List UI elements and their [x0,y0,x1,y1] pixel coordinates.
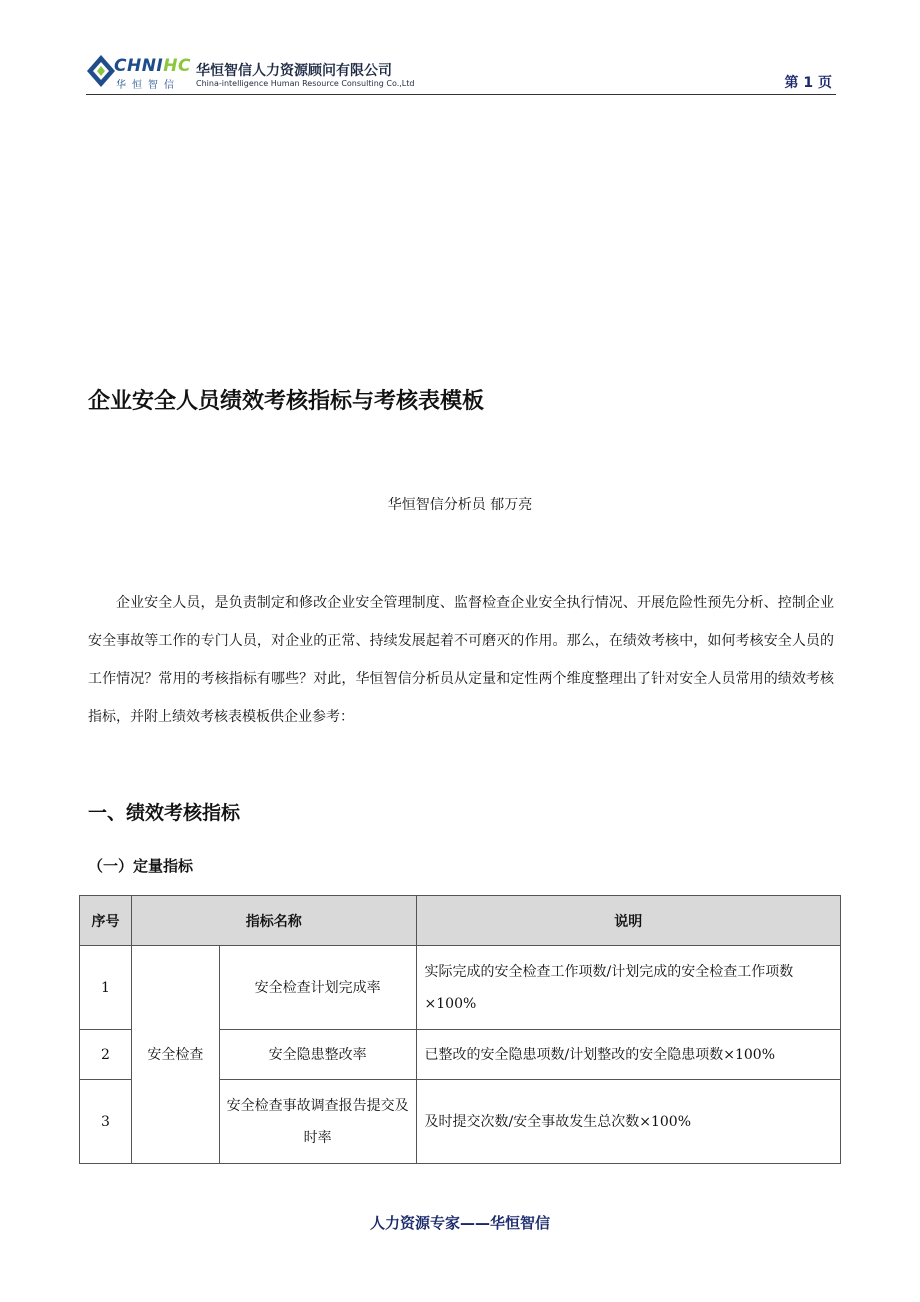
indicator-name: 安全隐患整改率 [219,1030,416,1080]
table-header-row [80,896,841,946]
section-heading: 一、绩效考核指标 [88,802,241,824]
row-number: 2 [80,1030,132,1080]
row-number: 3 [80,1080,132,1164]
logo-letters: CHNIHC [114,56,191,76]
indicator-name: 安全检查计划完成率 [219,946,416,1030]
table-row [80,946,841,1030]
logo-subtitle: 华恒智信 [116,80,180,91]
company-name-en: China-intelligence Human Resource Consulting Co.,Ltd [196,79,415,88]
document-title: 企业安全人员绩效考核指标与考核表模板 [88,389,485,414]
header-description: 说明 [416,896,840,946]
row-number: 1 [80,946,132,1030]
author-line: 华恒智信分析员 郁万亮 [387,497,533,513]
metrics-table [79,895,841,1164]
company-logo [86,50,196,92]
indicator-description: 及时提交次数/安全事故发生总次数×100% [416,1080,840,1164]
header-serial: 序号 [80,896,132,946]
indicator-name: 安全检查事故调查报告提交及时率 [219,1080,416,1164]
page-number: 第 1 页 [784,75,832,91]
category-cell: 安全检查 [131,946,219,1164]
page-header [86,50,836,95]
subsection-heading: （一）定量指标 [88,857,194,875]
indicator-description: 实际完成的安全检查工作项数/计划完成的安全检查工作项数×100% [416,946,840,1030]
indicator-description: 已整改的安全隐患项数/计划整改的安全隐患项数×100% [416,1030,840,1080]
intro-paragraph: 企业安全人员，是负责制定和修改企业安全管理制度、监督检查企业安全执行情况、开展危险性预先分析、控制企业安全事故等工作的专门人员，对企业的正常、持续发展起着不可磨灭的作用。那么，在绩效考核中，如何考核安全人员的工作情况？常用的考核指标有哪些？对此，华恒智信分析员从定量和定性两个维度整理出了针对安全人员常用的绩效考核指标，并附上绩效考核表模板供企业参考： [88,595,834,725]
page-footer: 人力资源专家——华恒智信 [369,1214,550,1232]
company-name-cn: 华恒智信人力资源顾问有限公司 [196,63,392,79]
header-indicator-name: 指标名称 [131,896,416,946]
logo-diamond-icon [86,54,116,88]
